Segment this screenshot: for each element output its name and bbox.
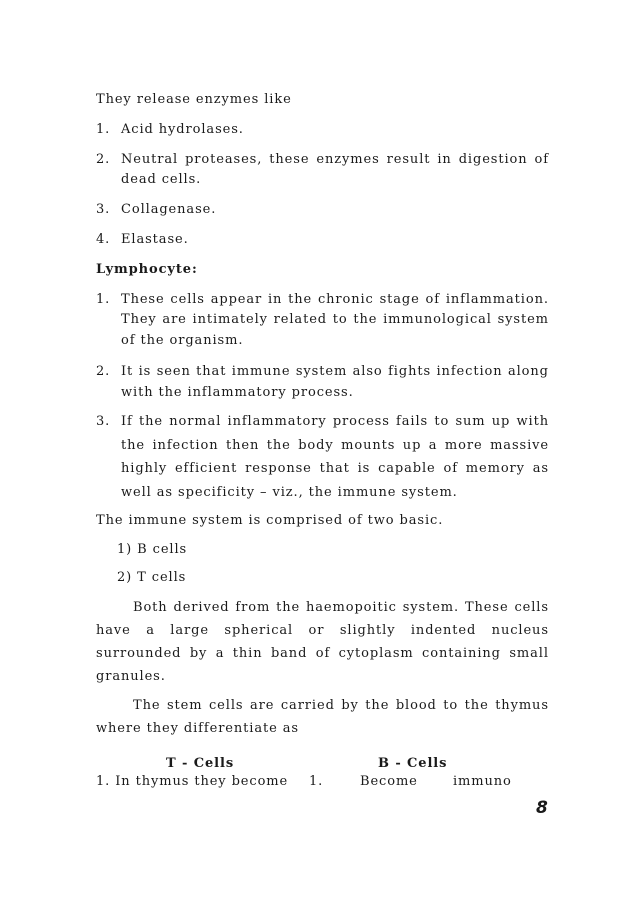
word: inflammation. bbox=[445, 292, 549, 307]
word: seen bbox=[156, 364, 191, 379]
word: cells bbox=[514, 600, 549, 615]
word: are bbox=[249, 698, 275, 713]
enzyme-number: 4. bbox=[96, 232, 111, 247]
word: cytoplasm bbox=[338, 646, 414, 661]
paragraph-line: where they differentiate as bbox=[96, 721, 299, 736]
paragraph-line bbox=[96, 646, 549, 662]
word: system bbox=[295, 364, 348, 379]
word: is bbox=[138, 364, 152, 379]
word: system. bbox=[402, 600, 460, 615]
word: to bbox=[443, 698, 459, 713]
word: capable bbox=[378, 461, 436, 476]
word: The bbox=[133, 698, 161, 713]
word: of bbox=[534, 152, 549, 167]
word: immune bbox=[231, 364, 291, 379]
word: If bbox=[121, 414, 133, 429]
word: have bbox=[96, 623, 131, 638]
word: sum bbox=[455, 414, 486, 429]
table-cell-t: 1. In thymus they become bbox=[96, 774, 289, 789]
point-line bbox=[121, 292, 549, 308]
word: related bbox=[273, 312, 328, 327]
table-cell-b-word: Become bbox=[360, 774, 418, 789]
word: It bbox=[121, 364, 134, 379]
word: band bbox=[270, 646, 308, 661]
word: Both bbox=[133, 600, 168, 615]
point-line bbox=[121, 312, 549, 328]
word: fails bbox=[396, 414, 429, 429]
word: are bbox=[162, 312, 187, 327]
word: system bbox=[497, 312, 549, 327]
cell-type-item: 1) B cells bbox=[117, 542, 188, 557]
word: also bbox=[352, 364, 383, 379]
word: appear bbox=[210, 292, 263, 307]
word: containing bbox=[422, 646, 501, 661]
word: thin bbox=[232, 646, 263, 661]
enzyme-item-cont: dead cells. bbox=[121, 172, 202, 187]
word: the bbox=[121, 438, 145, 453]
word: immunological bbox=[383, 312, 492, 327]
paragraph-line: granules. bbox=[96, 669, 166, 684]
point-line: of the organism. bbox=[121, 333, 244, 348]
word: normal bbox=[169, 414, 222, 429]
word: infection bbox=[436, 364, 503, 379]
word: that bbox=[319, 461, 350, 476]
word: a bbox=[428, 438, 438, 453]
word: Neutral bbox=[121, 152, 179, 167]
word: in bbox=[437, 152, 452, 167]
word: the bbox=[276, 600, 301, 615]
word: the bbox=[464, 698, 489, 713]
word: that bbox=[196, 364, 227, 379]
enzymes-intro: They release enzymes like bbox=[96, 92, 292, 107]
word: fights bbox=[388, 364, 432, 379]
word: cells bbox=[170, 292, 205, 307]
word: up bbox=[402, 438, 422, 453]
point-line: with the inflammatory process. bbox=[121, 385, 354, 400]
word: then bbox=[225, 438, 260, 453]
enzyme-item: Elastase. bbox=[121, 232, 189, 247]
word: stem bbox=[166, 698, 203, 713]
word: proteases, bbox=[185, 152, 263, 167]
word: digestion bbox=[458, 152, 528, 167]
word: nucleus bbox=[491, 623, 549, 638]
enzyme-item: Collagenase. bbox=[121, 202, 217, 217]
word: mounts bbox=[341, 438, 396, 453]
word: blood bbox=[395, 698, 437, 713]
word: with bbox=[516, 414, 549, 429]
word: to bbox=[434, 414, 450, 429]
cell-type-item: 2) T cells bbox=[117, 570, 187, 585]
paragraph-line bbox=[96, 623, 549, 639]
word: is bbox=[357, 461, 371, 476]
word: They bbox=[121, 312, 157, 327]
point-number: 1. bbox=[96, 292, 111, 307]
enzyme-number: 2. bbox=[96, 152, 111, 167]
word: of bbox=[443, 461, 458, 476]
page-number: 8 bbox=[536, 798, 548, 818]
word: These bbox=[121, 292, 165, 307]
word: large bbox=[170, 623, 209, 638]
word: the bbox=[138, 414, 163, 429]
word: the bbox=[266, 438, 291, 453]
word: thymus bbox=[495, 698, 549, 713]
word: chronic bbox=[317, 292, 374, 307]
point-number: 3. bbox=[96, 414, 111, 429]
word: body bbox=[298, 438, 334, 453]
word: to bbox=[332, 312, 348, 327]
word: spherical bbox=[224, 623, 294, 638]
point-line bbox=[121, 438, 549, 454]
word: infection bbox=[152, 438, 219, 453]
word: intimately bbox=[192, 312, 268, 327]
word: memory bbox=[465, 461, 525, 476]
word: cells bbox=[209, 698, 244, 713]
point-number: 2. bbox=[96, 364, 111, 379]
word: the bbox=[288, 292, 313, 307]
word: inflammatory bbox=[227, 414, 327, 429]
word: surrounded bbox=[96, 646, 182, 661]
word: slightly bbox=[339, 623, 396, 638]
word: or bbox=[308, 623, 325, 638]
word: of bbox=[315, 646, 331, 661]
point-line bbox=[121, 461, 549, 477]
paragraph-line bbox=[133, 600, 549, 616]
word: along bbox=[507, 364, 549, 379]
word: a bbox=[215, 646, 225, 661]
word: small bbox=[509, 646, 549, 661]
point-line bbox=[121, 414, 549, 430]
word: stage bbox=[379, 292, 420, 307]
immune-intro: The immune system is comprised of two basic. bbox=[96, 513, 444, 528]
point-line bbox=[121, 364, 549, 380]
word: the bbox=[365, 698, 390, 713]
table-cell-b-num: 1. bbox=[309, 774, 324, 789]
word: carried bbox=[280, 698, 335, 713]
section-heading: Lymphocyte: bbox=[96, 262, 198, 277]
word: by bbox=[189, 646, 208, 661]
word: by bbox=[341, 698, 359, 713]
word: haemopoitic bbox=[305, 600, 397, 615]
word: These bbox=[464, 600, 509, 615]
word: more bbox=[444, 438, 483, 453]
word: massive bbox=[490, 438, 549, 453]
point-line: well as specificity – viz., the immune system. bbox=[121, 485, 458, 500]
word: indented bbox=[410, 623, 477, 638]
word: of bbox=[425, 292, 440, 307]
word: highly bbox=[121, 461, 168, 476]
paragraph-line bbox=[133, 698, 549, 714]
word: process bbox=[332, 414, 390, 429]
word: enzymes bbox=[316, 152, 380, 167]
word: the bbox=[353, 312, 378, 327]
word: from bbox=[235, 600, 271, 615]
word: result bbox=[386, 152, 431, 167]
word: derived bbox=[173, 600, 230, 615]
word: efficient bbox=[174, 461, 238, 476]
word: these bbox=[269, 152, 310, 167]
word: a bbox=[146, 623, 155, 638]
word: up bbox=[491, 414, 511, 429]
word: in bbox=[267, 292, 283, 307]
word: as bbox=[532, 461, 549, 476]
enzyme-number: 1. bbox=[96, 122, 111, 137]
enzyme-number: 3. bbox=[96, 202, 111, 217]
word: response bbox=[245, 461, 312, 476]
table-header-t-cells: T - Cells bbox=[166, 756, 235, 771]
enzyme-item: Acid hydrolases. bbox=[121, 122, 244, 137]
enzyme-item bbox=[121, 152, 549, 168]
table-header-b-cells: B - Cells bbox=[378, 756, 448, 771]
table-cell-b-word: immuno bbox=[453, 774, 512, 789]
